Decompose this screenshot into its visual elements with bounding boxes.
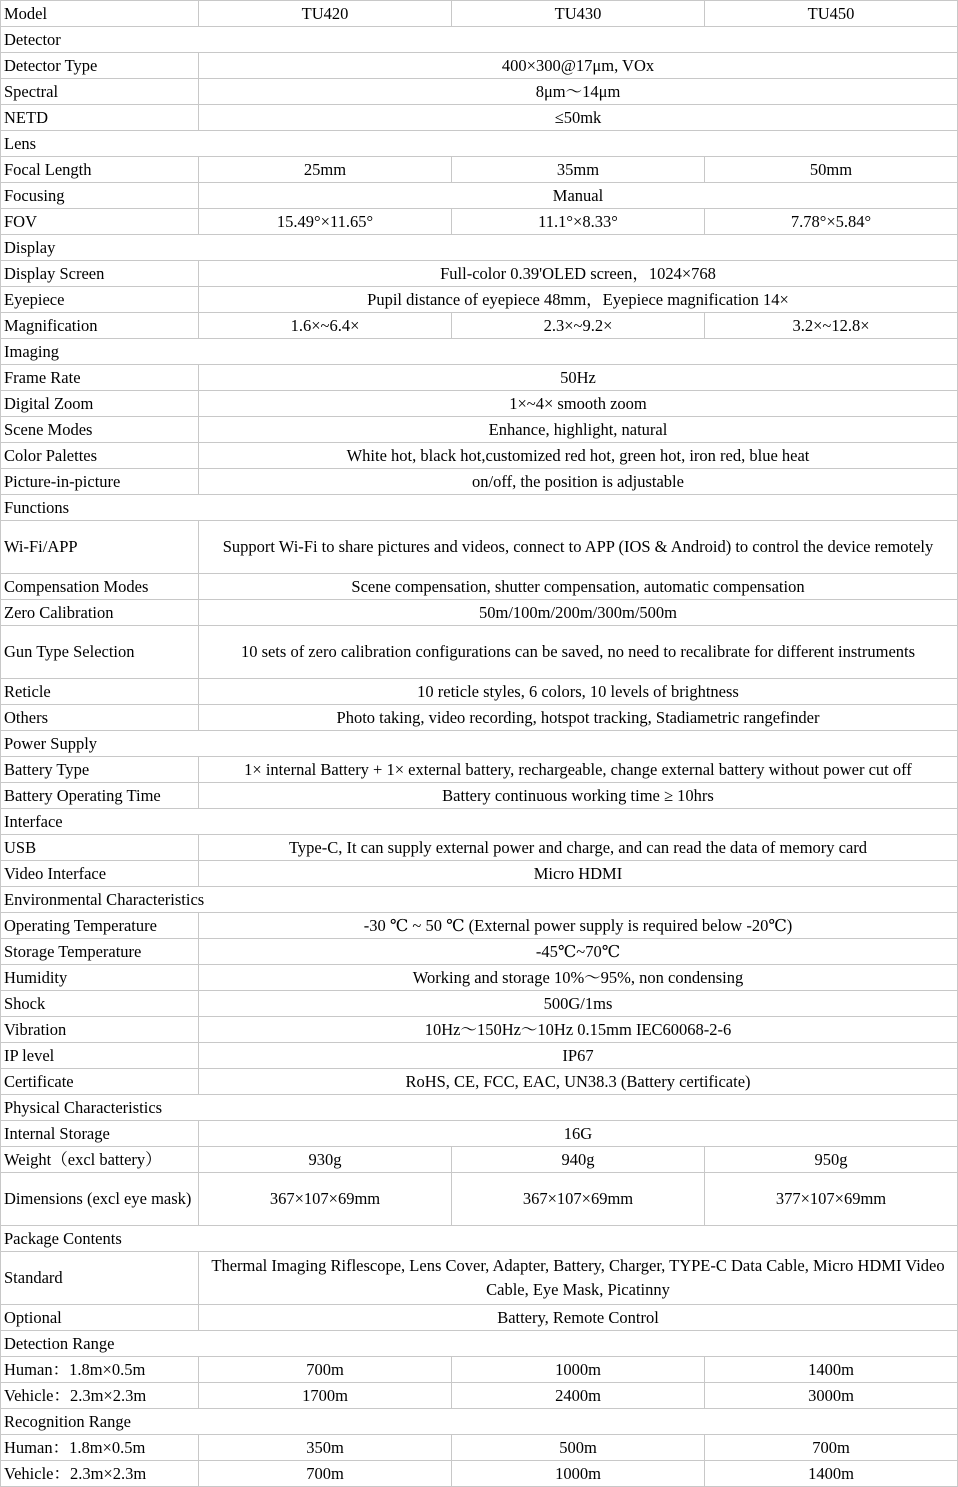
spec-label: Focal Length [1,157,199,183]
spec-label: Focusing [1,183,199,209]
tu450-value: 950g [705,1147,958,1173]
spec-row [1,79,958,105]
section-row [1,1226,958,1252]
spec-label: Magnification [1,313,199,339]
spec-label: Battery Operating Time [1,783,199,809]
tu430-value: 2.3×~9.2× [452,313,705,339]
spec-row [1,1461,958,1487]
spec-value: -30 ℃ ~ 50 ℃ (External power supply is required below -20℃) [199,913,958,939]
section-row [1,809,958,835]
section-heading: Lens [1,131,958,157]
spec-label: Compensation Modes [1,574,199,600]
section-row [1,1409,958,1435]
spec-row [1,1173,958,1226]
tu450-value: 700m [705,1435,958,1461]
tu430-value: 2400m [452,1383,705,1409]
spec-row [1,1252,958,1305]
spec-value: Type-C, It can supply external power and charge, and can read the data of memory card [199,835,958,861]
spec-label: Scene Modes [1,417,199,443]
spec-value: Full-color 0.39'OLED screen，1024×768 [199,261,958,287]
spec-value: Working and storage 10%～95%, non condensing [199,965,958,991]
spec-row [1,939,958,965]
tu450-value: 50mm [705,157,958,183]
spec-row [1,965,958,991]
spec-label: Certificate [1,1069,199,1095]
tu420-value: 350m [199,1435,452,1461]
spec-row [1,1357,958,1383]
spec-value: Scene compensation, shutter compensation, automatic compensation [199,574,958,600]
spec-label: Humidity [1,965,199,991]
spec-label: Optional [1,1305,199,1331]
spec-value: White hot, black hot,customized red hot, green hot, iron red, blue heat [199,443,958,469]
tu430-value: 367×107×69mm [452,1173,705,1226]
spec-label: Storage Temperature [1,939,199,965]
spec-row [1,1383,958,1409]
spec-row [1,1017,958,1043]
spec-row [1,53,958,79]
spec-row [1,574,958,600]
spec-row [1,1069,958,1095]
spec-row [1,835,958,861]
spec-label: Others [1,705,199,731]
spec-label: Dimensions (excl eye mask) [1,1173,199,1226]
section-heading: Detection Range [1,1331,958,1357]
section-row [1,339,958,365]
header-label: Model [1,1,199,27]
tu450-value: 377×107×69mm [705,1173,958,1226]
spec-value: 500G/1ms [199,991,958,1017]
spec-label: Video Interface [1,861,199,887]
spec-value: Battery continuous working time ≥ 10hrs [199,783,958,809]
spec-label: Wi-Fi/APP [1,521,199,574]
spec-label: Picture-in-picture [1,469,199,495]
section-row [1,887,958,913]
spec-row [1,209,958,235]
tu450-value: 3000m [705,1383,958,1409]
spec-row [1,705,958,731]
spec-label: NETD [1,105,199,131]
spec-value: 8μm～14μm [199,79,958,105]
spec-value: 1×~4× smooth zoom [199,391,958,417]
tu420-value: 1700m [199,1383,452,1409]
spec-label: Detector Type [1,53,199,79]
section-row [1,731,958,757]
spec-label: Standard [1,1252,199,1305]
spec-value: Pupil distance of eyepiece 48mm，Eyepiece magnification 14× [199,287,958,313]
tu420-value: 700m [199,1357,452,1383]
model-tu450: TU450 [705,1,958,27]
tu420-value: 1.6×~6.4× [199,313,452,339]
spec-value: Micro HDMI [199,861,958,887]
spec-row [1,626,958,679]
section-row [1,131,958,157]
section-heading: Physical Characteristics [1,1095,958,1121]
model-tu420: TU420 [199,1,452,27]
spec-value: Enhance, highlight, natural [199,417,958,443]
spec-label: USB [1,835,199,861]
tu430-value: 1000m [452,1461,705,1487]
tu450-value: 7.78°×5.84° [705,209,958,235]
spec-value: Battery, Remote Control [199,1305,958,1331]
spec-label: Spectral [1,79,199,105]
spec-value: 10 sets of zero calibration configurations can be saved, no need to recalibrate for different instruments [199,626,958,679]
tu430-value: 500m [452,1435,705,1461]
spec-row [1,443,958,469]
spec-label: Color Palettes [1,443,199,469]
spec-row [1,417,958,443]
spec-value: 50m/100m/200m/300m/500m [199,600,958,626]
spec-row [1,783,958,809]
spec-row [1,1147,958,1173]
spec-label: Vehicle：2.3m×2.3m [1,1461,199,1487]
spec-row [1,1043,958,1069]
spec-value: RoHS, CE, FCC, EAC, UN38.3 (Battery certificate) [199,1069,958,1095]
spec-row [1,313,958,339]
spec-row [1,913,958,939]
spec-row [1,600,958,626]
spec-value: ≤50mk [199,105,958,131]
spec-row [1,1435,958,1461]
spec-row [1,469,958,495]
section-row [1,1331,958,1357]
spec-value: 16G [199,1121,958,1147]
spec-label: Human：1.8m×0.5m [1,1435,199,1461]
section-heading: Recognition Range [1,1409,958,1435]
spec-label: Internal Storage [1,1121,199,1147]
section-row [1,235,958,261]
spec-label: FOV [1,209,199,235]
spec-value: 400×300@17μm, VOx [199,53,958,79]
spec-label: Operating Temperature [1,913,199,939]
tu420-value: 25mm [199,157,452,183]
spec-value: on/off, the position is adjustable [199,469,958,495]
section-heading: Imaging [1,339,958,365]
section-heading: Environmental Characteristics [1,887,958,913]
spec-label: Frame Rate [1,365,199,391]
spec-row [1,679,958,705]
header-row [1,1,958,27]
tu430-value: 1000m [452,1357,705,1383]
tu450-value: 1400m [705,1461,958,1487]
spec-value: 50Hz [199,365,958,391]
spec-label: Weight（excl battery） [1,1147,199,1173]
spec-value: Photo taking, video recording, hotspot tracking, Stadiametric rangefinder [199,705,958,731]
tu450-value: 3.2×~12.8× [705,313,958,339]
spec-label: Reticle [1,679,199,705]
spec-value: 1× internal Battery + 1× external battery, rechargeable, change external battery without power cut off [199,757,958,783]
spec-label: Digital Zoom [1,391,199,417]
section-heading: Detector [1,27,958,53]
section-heading: Display [1,235,958,261]
spec-label: Human：1.8m×0.5m [1,1357,199,1383]
spec-row [1,287,958,313]
spec-row [1,365,958,391]
tu430-value: 940g [452,1147,705,1173]
section-row [1,1095,958,1121]
model-tu430: TU430 [452,1,705,27]
spec-row [1,1305,958,1331]
spec-label: Gun Type Selection [1,626,199,679]
spec-row [1,105,958,131]
spec-value: -45℃~70℃ [199,939,958,965]
section-heading: Functions [1,495,958,521]
spec-value: Support Wi-Fi to share pictures and videos, connect to APP (IOS & Android) to control the device remotely [199,521,958,574]
spec-row [1,521,958,574]
spec-row [1,991,958,1017]
spec-label: Vehicle：2.3m×2.3m [1,1383,199,1409]
spec-row [1,757,958,783]
section-row [1,27,958,53]
spec-value: 10Hz～150Hz～10Hz 0.15mm IEC60068-2-6 [199,1017,958,1043]
section-row [1,495,958,521]
tu420-value: 930g [199,1147,452,1173]
spec-row [1,861,958,887]
spec-row [1,391,958,417]
tu420-value: 700m [199,1461,452,1487]
section-heading: Power Supply [1,731,958,757]
spec-label: Shock [1,991,199,1017]
tu450-value: 1400m [705,1357,958,1383]
spec-label: Battery Type [1,757,199,783]
spec-body [1,27,958,1487]
tu420-value: 367×107×69mm [199,1173,452,1226]
spec-value: 10 reticle styles, 6 colors, 10 levels of brightness [199,679,958,705]
tu420-value: 15.49°×11.65° [199,209,452,235]
spec-row [1,1121,958,1147]
spec-row [1,183,958,209]
spec-value: Thermal Imaging Riflescope, Lens Cover, Adapter, Battery, Charger, TYPE-C Data Cable, Micro HDMI Video Cable, Eye Mask, Picatinny [199,1252,958,1305]
spec-label: Display Screen [1,261,199,287]
tu430-value: 11.1°×8.33° [452,209,705,235]
spec-label: Vibration [1,1017,199,1043]
section-heading: Interface [1,809,958,835]
spec-value: IP67 [199,1043,958,1069]
spec-value: Manual [199,183,958,209]
spec-label: Zero Calibration [1,600,199,626]
spec-row [1,157,958,183]
spec-label: Eyepiece [1,287,199,313]
tu430-value: 35mm [452,157,705,183]
spec-row [1,261,958,287]
section-heading: Package Contents [1,1226,958,1252]
spec-label: IP level [1,1043,199,1069]
